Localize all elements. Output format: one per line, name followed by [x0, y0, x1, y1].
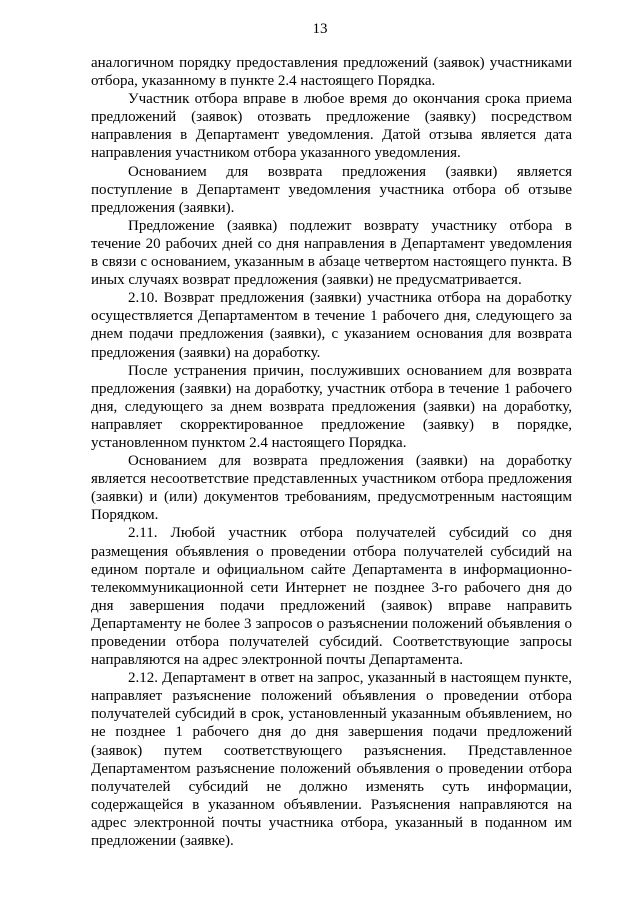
- document-body: [91, 54, 572, 850]
- paragraph-resubmission: После устранения причин, послуживших основанием для возврата предложения (заявки) на доработку, участник отбора в течение 1 рабочего дня, следующего за днем возврата предложения (заявки) на доработку, направляет скорректированное предложение (заявку) в порядке, установленном пунктом 2.4 настоящего Порядка.: [91, 362, 572, 451]
- paragraph-clause-2-11: 2.11. Любой участник отбора получателей субсидий со дня размещения объявления о проведении отбора получателей субсидий на едином портале и официальном сайте Департамента в информационно-телекоммуникационной сети Интернет не позднее 3-го рабочего дня до дня завершения подачи предложений (заявок) вправе направить Департаменту не более 3 запросов о разъяснении положений объявления о проведении отбора получателей субсидий. Соответствующие запросы направляются на адрес электронной почты Департамента.: [91, 525, 572, 669]
- paragraph-clause-2-10: 2.10. Возврат предложения (заявки) участника отбора на доработку осуществляется Департаментом в течение 1 рабочего дня, следующего за днем подачи предложения (заявки), с указанием основания для возврата предложения (заявки) на доработку.: [91, 290, 572, 361]
- paragraph-continuation: аналогичном порядку предоставления предложений (заявок) участниками отбора, указанному в пункте 2.4 настоящего Порядка.: [91, 55, 572, 90]
- paragraph-return-term: Предложение (заявка) подлежит возврату участнику отбора в течение 20 рабочих дней со дня направления в Департамент уведомления в связи с основанием, указанным в абзаце четвертом настоящего пункта. В иных случаях возврат предложения (заявки) не предусматривается.: [91, 217, 572, 289]
- paragraph-clause-2-12: 2.12. Департамент в ответ на запрос, указанный в настоящем пункте, направляет разъяснение положений объявления о проведении отбора получателей субсидий в срок, установленный указанным объявлением, но не позднее 1 рабочего дня до дня завершения подачи предложений (заявок) путем соответствующего разъяснения. Представленное Департаментом разъяснение положений объявления о проведении отбора получателей субсидий не должно изменять суть информации, содержащейся в указанном объявлении. Разъяснения направляются на адрес электронной почты участника отбора, указанный в поданном им предложении (заявке).: [91, 670, 572, 850]
- paragraph-withdrawal-right: Участник отбора вправе в любое время до окончания срока приема предложений (заявок) отозвать предложение (заявку) посредством направления в Департамент уведомления. Датой отзыва является дата направления участником отбора указанного уведомления.: [91, 91, 572, 162]
- paragraph-withdrawal-basis: Основанием для возврата предложения (заявки) является поступление в Департамент уведомления участника отбора об отзыве предложения (заявки).: [91, 163, 572, 216]
- page-number: 13: [312, 21, 328, 37]
- paragraph-return-basis: Основанием для возврата предложения (заявки) на доработку является несоответствие представленных участником отбора предложения (заявки) и (или) документов требованиям, предусмотренным настоящим Порядком.: [91, 453, 572, 524]
